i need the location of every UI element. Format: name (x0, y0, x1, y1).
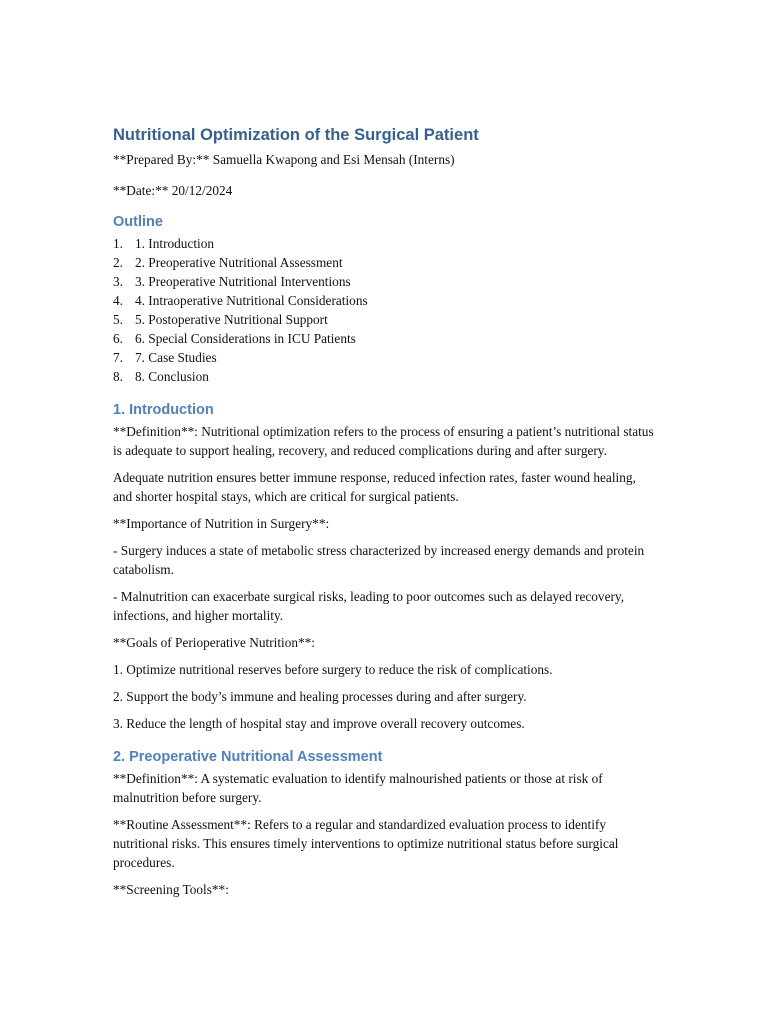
outline-list (113, 234, 658, 386)
outline-heading: Outline (113, 214, 163, 230)
outline-item-label: 7. Case Studies (135, 350, 217, 365)
paragraph: **Goals of Perioperative Nutrition**: (113, 635, 315, 650)
outline-item-number: 5. (113, 312, 123, 327)
document-date: **Date:** 20/12/2024 (113, 183, 233, 198)
outline-item-label: 5. Postoperative Nutritional Support (135, 312, 328, 327)
paragraph: Adequate nutrition ensures better immune response, reduced infection rates, faster wound healing, and shorter hospital stays, which are critical for surgical patients. (113, 470, 636, 504)
outline-item (113, 310, 658, 329)
paragraph: 1. Optimize nutritional reserves before surgery to reduce the risk of complications. (113, 662, 553, 677)
outline-item-label: 3. Preoperative Nutritional Interventions (135, 274, 351, 289)
outline-item (113, 367, 658, 386)
outline-item (113, 329, 658, 348)
prepared-by: **Prepared By:** Samuella Kwapong and Esi Mensah (Interns) (113, 152, 455, 167)
paragraph: 3. Reduce the length of hospital stay and improve overall recovery outcomes. (113, 716, 525, 731)
outline-item (113, 291, 658, 310)
outline-item-number: 1. (113, 236, 123, 251)
outline-item-label: 8. Conclusion (135, 369, 209, 384)
paragraph: **Definition**: Nutritional optimization refers to the process of ensuring a patient’s nutritional status is adequate to support healing, recovery, and reduced complications during and after surgery. (113, 424, 654, 458)
paragraph: **Routine Assessment**: Refers to a regular and standardized evaluation process to identify nutritional risks. This ensures timely interventions to optimize nutritional status before surgical procedures. (113, 817, 619, 870)
paragraph: **Definition**: A systematic evaluation to identify malnourished patients or those at risk of malnutrition before surgery. (113, 771, 603, 805)
outline-item-number: 2. (113, 255, 123, 270)
outline-item-number: 6. (113, 331, 123, 346)
paragraph: - Malnutrition can exacerbate surgical risks, leading to poor outcomes such as delayed recovery, infections, and higher mortality. (113, 589, 625, 623)
section-heading-preoperative-assessment: 2. Preoperative Nutritional Assessment (113, 749, 383, 765)
document-body (113, 124, 658, 907)
outline-item-label: 6. Special Considerations in ICU Patients (135, 331, 356, 346)
outline-item (113, 272, 658, 291)
paragraph: 2. Support the body’s immune and healing processes during and after surgery. (113, 689, 527, 704)
outline-item-label: 4. Intraoperative Nutritional Considerations (135, 293, 368, 308)
outline-item-number: 8. (113, 369, 123, 384)
outline-item (113, 234, 658, 253)
outline-item (113, 348, 658, 367)
outline-item-label: 1. Introduction (135, 236, 215, 251)
outline-item-number: 4. (113, 293, 123, 308)
outline-item (113, 253, 658, 272)
section-heading-introduction: 1. Introduction (113, 402, 214, 418)
paragraph: **Importance of Nutrition in Surgery**: (113, 516, 330, 531)
document-title: Nutritional Optimization of the Surgical Patient (113, 126, 479, 144)
outline-item-number: 3. (113, 274, 123, 289)
paragraph: **Screening Tools**: (113, 882, 229, 897)
paragraph: - Surgery induces a state of metabolic stress characterized by increased energy demands and protein catabolism. (113, 543, 645, 577)
outline-item-number: 7. (113, 350, 123, 365)
outline-item-label: 2. Preoperative Nutritional Assessment (135, 255, 343, 270)
